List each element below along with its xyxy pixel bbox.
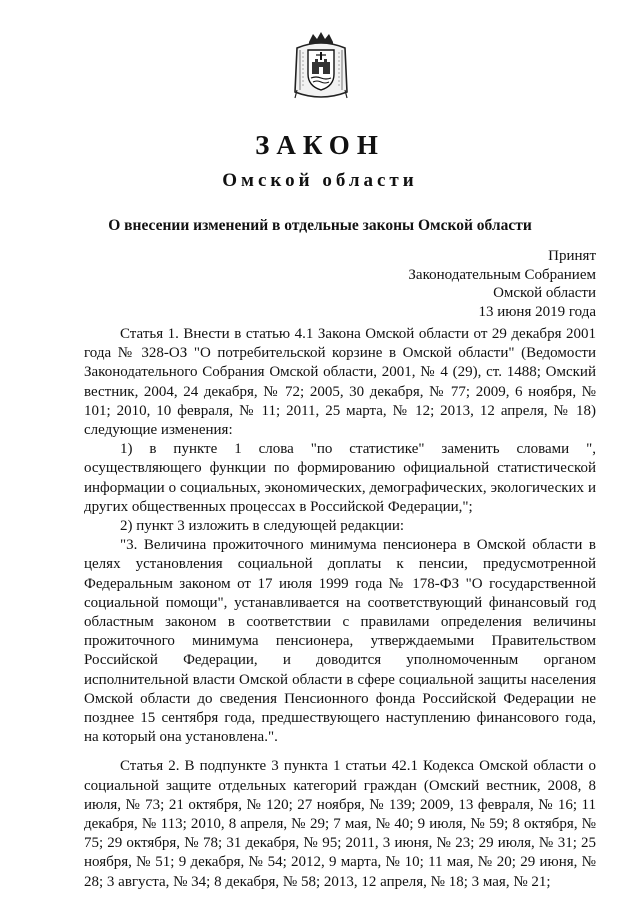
omsk-oblast-coat-of-arms-icon [291,30,351,102]
article-1-item-1: 1) в пункте 1 слова "по статистике" заменить словами ", осуществляющего функции по формированию официальной статистической информации о социальных, экономических, демографических, экологических и других общественных процессах в Российской Федерации,"; [84,441,596,515]
document-title: ЗАКОН [255,130,385,160]
adoption-date: 13 июня 2019 года [478,303,596,320]
article-1-item-2: 2) пункт 3 изложить в следующей редакции: [120,518,405,535]
adoption-line: Принят [548,248,596,264]
adoption-block [408,247,596,321]
article-2-paragraph: Статья 2. В подпункте 3 пункта 1 статьи 42.1 Кодекса Омской области о социальной защите отдельных категорий граждан (Омский вестник, 2008, 8 июля, № 73; 21 октября, № 120; 27 ноября, № 139; 2009, 13 февраля, № 16; 11 декабря, № 113; 2010, 8 апреля, № 29; 7 мая, № 40; 9 июля, № 59; 8 октября, № 75; 29 октября, № 78; 31 декабря, № 95; 2011, 3 июня, № 23; 29 июля, № 31; 25 ноября, № 51; 9 декабря, № 54; 2012, 9 марта, № 10; 11 мая, № 20; 29 июня, № 28; 3 августа, № 34; 8 декабря, № 58; 2013, 12 апреля, № 18; 3 мая, № 21; [84,758,596,890]
law-heading: О внесении изменений в отдельные законы Омской области [108,217,532,234]
article-1-item-2-text: "3. Величина прожиточного минимума пенсионера в Омской области в целях установления социальной доплаты к пенсии, предусмотренной Федеральным законом от 17 июля 1999 года № 178-ФЗ "О государственной социальной помощи", устанавливается на соответствующий финансовый год областным законом в соответствии с правилами определения величины прожиточного минимума пенсионера, утверждаемыми Правительством Российской Федерации, и доводится уполномоченным органом исполнительной власти Омской области в сфере социальной защиты населения Омской области до сведения Пенсионного фонда Российской Федерации не позднее 15 сентября года, предшествующего наступлению финансового года, на который она установлена.". [84,537,596,746]
adoption-line: Омской области [493,285,596,301]
document-subtitle: Омской области [222,170,418,191]
article-1-paragraph: Статья 1. Внести в статью 4.1 Закона Омской области от 29 декабря 2001 года № 328-ОЗ "О потребительской корзине в Омской области" (Ведомости Законодательного Собрания Омской области, 2001, № 4 (29), ст. 1488; Омский вестник, 2004, 24 декабря, № 72; 2005, 30 декабря, № 77; 2009, 6 ноября, № 101; 2010, 10 февраля, № 11; 2011, 25 марта, № 12; 2013, 12 апреля, № 18) следующие изменения: [84,326,596,439]
adoption-line: Законодательным Собранием [408,266,596,283]
law-body [84,325,596,892]
